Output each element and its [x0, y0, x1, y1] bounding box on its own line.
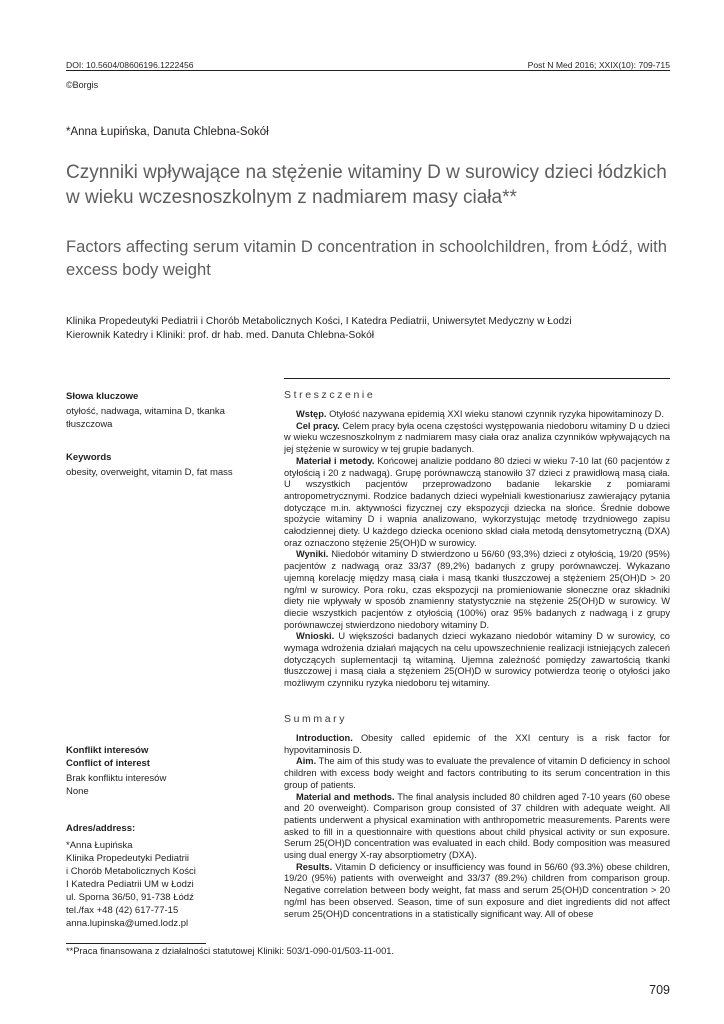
address-line: ul. Sporna 36/50, 91-738 Łódź [66, 892, 194, 903]
paragraph: Aim. The aim of this study was to evaluate the prevalence of vitamin D deficiency in school children with excess body weight and factors contributing to its serum concentration in this group of patients. [284, 756, 670, 790]
keywords-pl-heading: Słowa kluczowe [66, 391, 139, 402]
streszczenie-body [284, 409, 670, 690]
footnote-rule [66, 943, 206, 944]
conflict-en: None [66, 786, 89, 797]
paragraph: Cel pracy. Celem pracy była ocena częstości występowania niedoboru witaminy D u dzieci w wieku wczesnoszkolnym z nadmiarem masy ciała oraz analiza czynników wpływających na jej stężenie w surowicy w tej grupie badanych. [284, 420, 670, 455]
address-heading: Adres/address: [66, 823, 136, 834]
address-block [66, 822, 266, 930]
keywords-pl-block [66, 390, 266, 431]
affiliation-head: Kierownik Katedry i Kliniki: prof. dr hab. med. Danuta Chlebna-Sokół [66, 330, 375, 341]
affiliation [66, 315, 676, 343]
keywords-pl: otyłość, nadwaga, witamina D, tkanka tłuszczowa [66, 406, 225, 430]
doi: DOI: 10.5604/08606196.1222456 [66, 60, 194, 70]
header-rule [66, 70, 670, 71]
title-polish: Czynniki wpływające na stężenie witaminy D w surowicy dzieci łódzkich w wieku wczesnoszkolnym z nadmiarem masy ciała** [66, 162, 667, 208]
paragraph: Introduction. Obesity called epidemic of the XXI century is a risk factor for hypovitaminosis D. [284, 733, 670, 755]
paragraph: Wnioski. U większości badanych dzieci wykazano niedobór witaminy D w surowicy, co wymaga wdrożenia działań mających na celu upowszechnienie realizacji istniejących zaleceń dotyczących suplementacji tą witaminą. Ujemna zależność pomiędzy zawartością tkanki tłuszczowej i masą ciała a stężeniem 25(OH)D w surowicy potwierdza teorię o otyłości jako możliwym czynniku ryzyka niedoboru tej witaminy. [284, 631, 670, 689]
journal-reference: Post N Med 2016; XXIX(10): 709-715 [527, 60, 670, 70]
keywords-en: obesity, overweight, vitamin D, fat mass [66, 467, 233, 478]
publisher: ©Borgis [66, 80, 99, 90]
address-line: i Chorób Metabolicznych Kości [66, 866, 196, 877]
conflict-heading-en: Conflict of interest [66, 758, 150, 769]
address-line: tel./fax +48 (42) 617-77-15 [66, 905, 179, 916]
footnote: **Praca finansowana z działalności statutowej Kliniki: 503/1-090-01/503-11-001. [66, 946, 394, 956]
streszczenie-heading: Streszczenie [284, 389, 376, 401]
keywords-en-block [66, 451, 266, 479]
conflict-block [66, 744, 266, 798]
address-line: I Katedra Pediatrii UM w Łodzi [66, 879, 194, 890]
paragraph: Wstęp. Otyłość nazywana epidemią XXI wieku stanowi czynnik ryzyka hipowitaminozy D. [296, 409, 664, 419]
summary-body [284, 733, 670, 920]
paragraph: Materiał i metody. Końcowej analizie poddano 80 dzieci w wieku 7-10 lat (60 pacjentów z otyłością i 20 z nadwagą). Grupę porównawczą stanowiło 37 dzieci z prawidłową masą ciała. U wszystkich pacjentów przeprowadzono badanie lekarskie z pomiarami antropometrycznymi. Rodzice badanych dzieci wypełniali kwestionariusz zawierający pytania dotyczące m.in. aktywności fizycznej czy ekspozycji dziecka na słońce. Średnie dobowe spożycie witaminy D i wapnia analizowano, wykorzystując metodę trzydniowego zapisu całodziennej diety. U każdego dziecka oceniono skład ciała metodą densytometryczną (DXA) oraz oznaczono stężenie 25(OH)D w surowicy. [284, 455, 670, 548]
address-line: Klinika Propedeutyki Pediatrii [66, 853, 190, 864]
affiliation-line: Klinika Propedeutyki Pediatrii i Chorób Metabolicznych Kości, I Katedra Pediatrii, Uniwersytet Medyczny w Łodzi [66, 316, 572, 327]
keywords-en-heading: Keywords [66, 452, 112, 463]
paragraph: Results. Vitamin D deficiency or insufficiency was found in 56/60 (93.3%) obese children, 19/20 (95%) patients with overweight and 33/37 (89.2%) children from comparison group. Negative correlation between body weight, fat mass and serum 25(OH)D concentration > 20 ng/ml has been observed. Season, time of sun exposure and diet ingredients did not affect serum 25(OH)D concentrations in a statistically significant way. All of obese [284, 861, 670, 919]
paragraph: Material and methods. The final analysis included 80 children aged 7-10 years (60 obese and 20 overweight). Comparison group consisted of 37 children with adequate weight. All patients underwent a physical examination with anthropometric measurements. Parents were asked to fill in a questionnaire with questions about child physical activity or sun exposure. Serum 25(OH)D concentration was evaluated in each child. Body composition was measured using dual energy X-ray absorptiometry (DXA). [284, 791, 670, 861]
conflict-heading-pl: Konflikt interesów [66, 745, 149, 756]
conflict-pl: Brak konfliktu interesów [66, 773, 167, 784]
column-rule [284, 378, 670, 379]
address-line: *Anna Łupińska [66, 840, 133, 851]
title-english: Factors affecting serum vitamin D concentration in schoolchildren, from Łódź, with excess body weight [66, 237, 668, 279]
page-number: 709 [649, 983, 670, 997]
authors: *Anna Łupińska, Danuta Chlebna-Sokół [66, 126, 269, 138]
summary-heading: Summary [284, 713, 348, 725]
paragraph: Wyniki. Niedobór witaminy D stwierdzono u 56/60 (93,3%) dzieci z otyłością, 19/20 (95%) pacjentów z nadwagą oraz 33/37 (89,2%) badanych z grupy porównawczej. Wykazano ujemną korelację między masą ciała i masą tkanki tłuszczowej a stężeniem 25(OH)D > 20 ng/ml w surowicy. Pora roku, czas ekspozycji na promieniowanie słoneczne oraz składniki diety nie wpływały w sposób znamienny statystycznie na stężenie 25(OH)D w surowicy. W diecie wszystkich pacjentów z otyłością (100%) oraz 95% badanych z nadwagą i z grupy porównawczej stwierdzono niedobory witaminy D. [284, 549, 670, 630]
email[interactable]: anna.lupinska@umed.lodz.pl [66, 918, 189, 929]
